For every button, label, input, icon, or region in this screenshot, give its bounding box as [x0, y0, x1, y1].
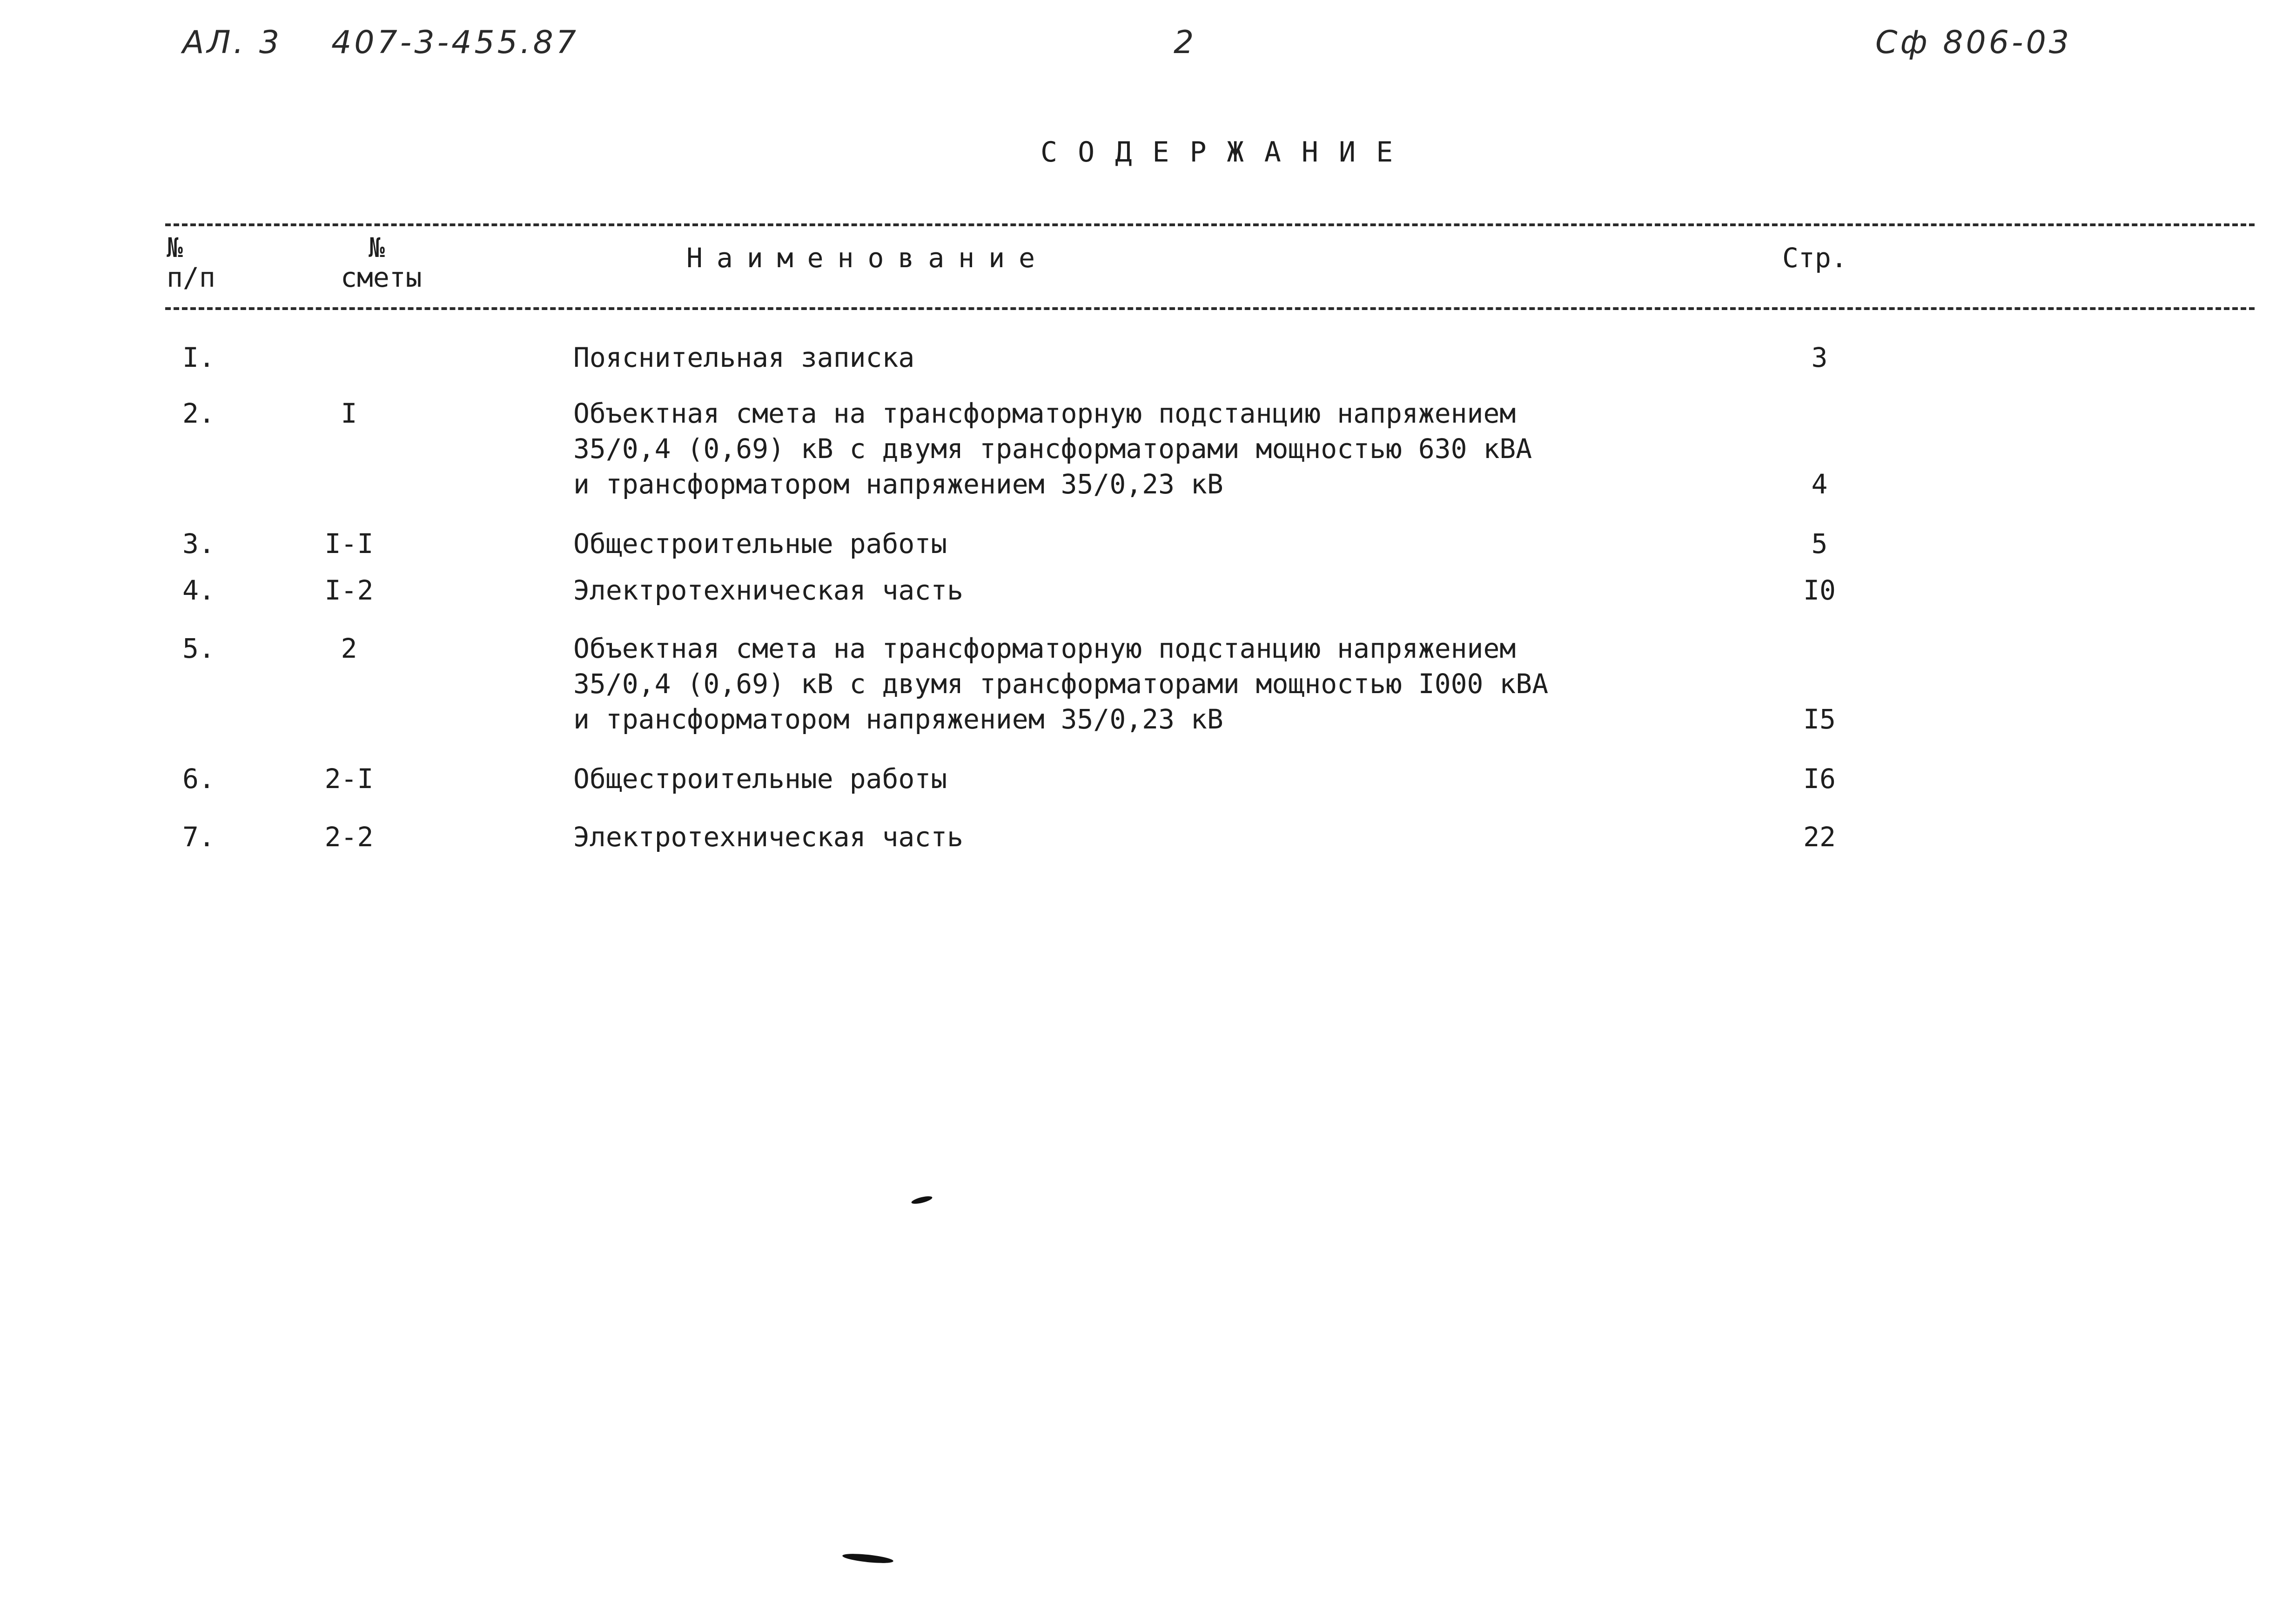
- album-label: АЛ. 3: [182, 24, 282, 61]
- col-number-header-line2: п/п: [167, 262, 215, 293]
- estimate-number: 2: [341, 633, 357, 664]
- item-name-line: Общестроительные работы: [573, 528, 947, 560]
- estimate-number: 2-2: [324, 821, 374, 853]
- page-ref: 5: [1811, 528, 1828, 560]
- page-ref: I5: [1803, 703, 1836, 735]
- sheet-code: Сф 806-03: [1875, 24, 2072, 61]
- row-number: 7.: [182, 821, 215, 853]
- item-name-line: Объектная смета на трансформаторную подстанцию напряжением: [573, 398, 1516, 429]
- col-name-header: Наименование: [686, 242, 1049, 274]
- item-name-line: и трансформатором напряжением 35/0,23 кВ: [573, 468, 1223, 500]
- row-number: 6.: [182, 763, 215, 795]
- item-name-line: Электротехническая часть: [573, 821, 964, 853]
- item-name-line: 35/0,4 (0,69) кВ с двумя трансформаторами мощностью I000 кВА: [573, 668, 1549, 700]
- item-name-line: Общестроительные работы: [573, 763, 947, 795]
- row-number: 3.: [182, 528, 215, 560]
- row-number: 2.: [182, 398, 215, 429]
- row-number: 5.: [182, 633, 215, 664]
- page-ref: 22: [1803, 821, 1836, 853]
- item-name: [573, 761, 1737, 796]
- item-name-line: 35/0,4 (0,69) кВ с двумя трансформаторами мощностью 630 кВА: [573, 433, 1532, 465]
- item-name: [573, 631, 1737, 737]
- page-ref: I0: [1803, 574, 1836, 606]
- estimate-number: I-2: [324, 574, 374, 606]
- project-code: 407-3-455.87: [331, 24, 579, 61]
- item-name-line: и трансформатором напряжением 35/0,23 кВ: [573, 703, 1223, 735]
- col-estimate-header-line1: №: [369, 232, 385, 263]
- page-ref: 3: [1811, 342, 1828, 373]
- col-page-header: Стр.: [1782, 242, 1847, 274]
- page-ref: I6: [1803, 763, 1836, 795]
- page-title: СОДЕРЖАНИЕ: [1041, 136, 1414, 169]
- col-estimate-header-line2: сметы: [341, 262, 422, 293]
- row-number: I.: [182, 342, 215, 373]
- estimate-number: I-I: [324, 528, 374, 560]
- estimate-number: 2-I: [324, 763, 374, 795]
- item-name: [573, 573, 1737, 608]
- item-name: [573, 819, 1737, 855]
- item-name: [573, 340, 1737, 375]
- page-ref: 4: [1811, 468, 1828, 500]
- estimate-number: I: [341, 398, 357, 429]
- item-name: [573, 396, 1737, 502]
- item-name: [573, 526, 1737, 561]
- col-number-header-line1: №: [167, 232, 183, 263]
- page-number: 2: [1174, 24, 1197, 61]
- item-name-line: Электротехническая часть: [573, 574, 964, 606]
- item-name-line: Пояснительная записка: [573, 342, 915, 373]
- row-number: 4.: [182, 574, 215, 606]
- item-name-line: Объектная смета на трансформаторную подстанцию напряжением: [573, 633, 1516, 664]
